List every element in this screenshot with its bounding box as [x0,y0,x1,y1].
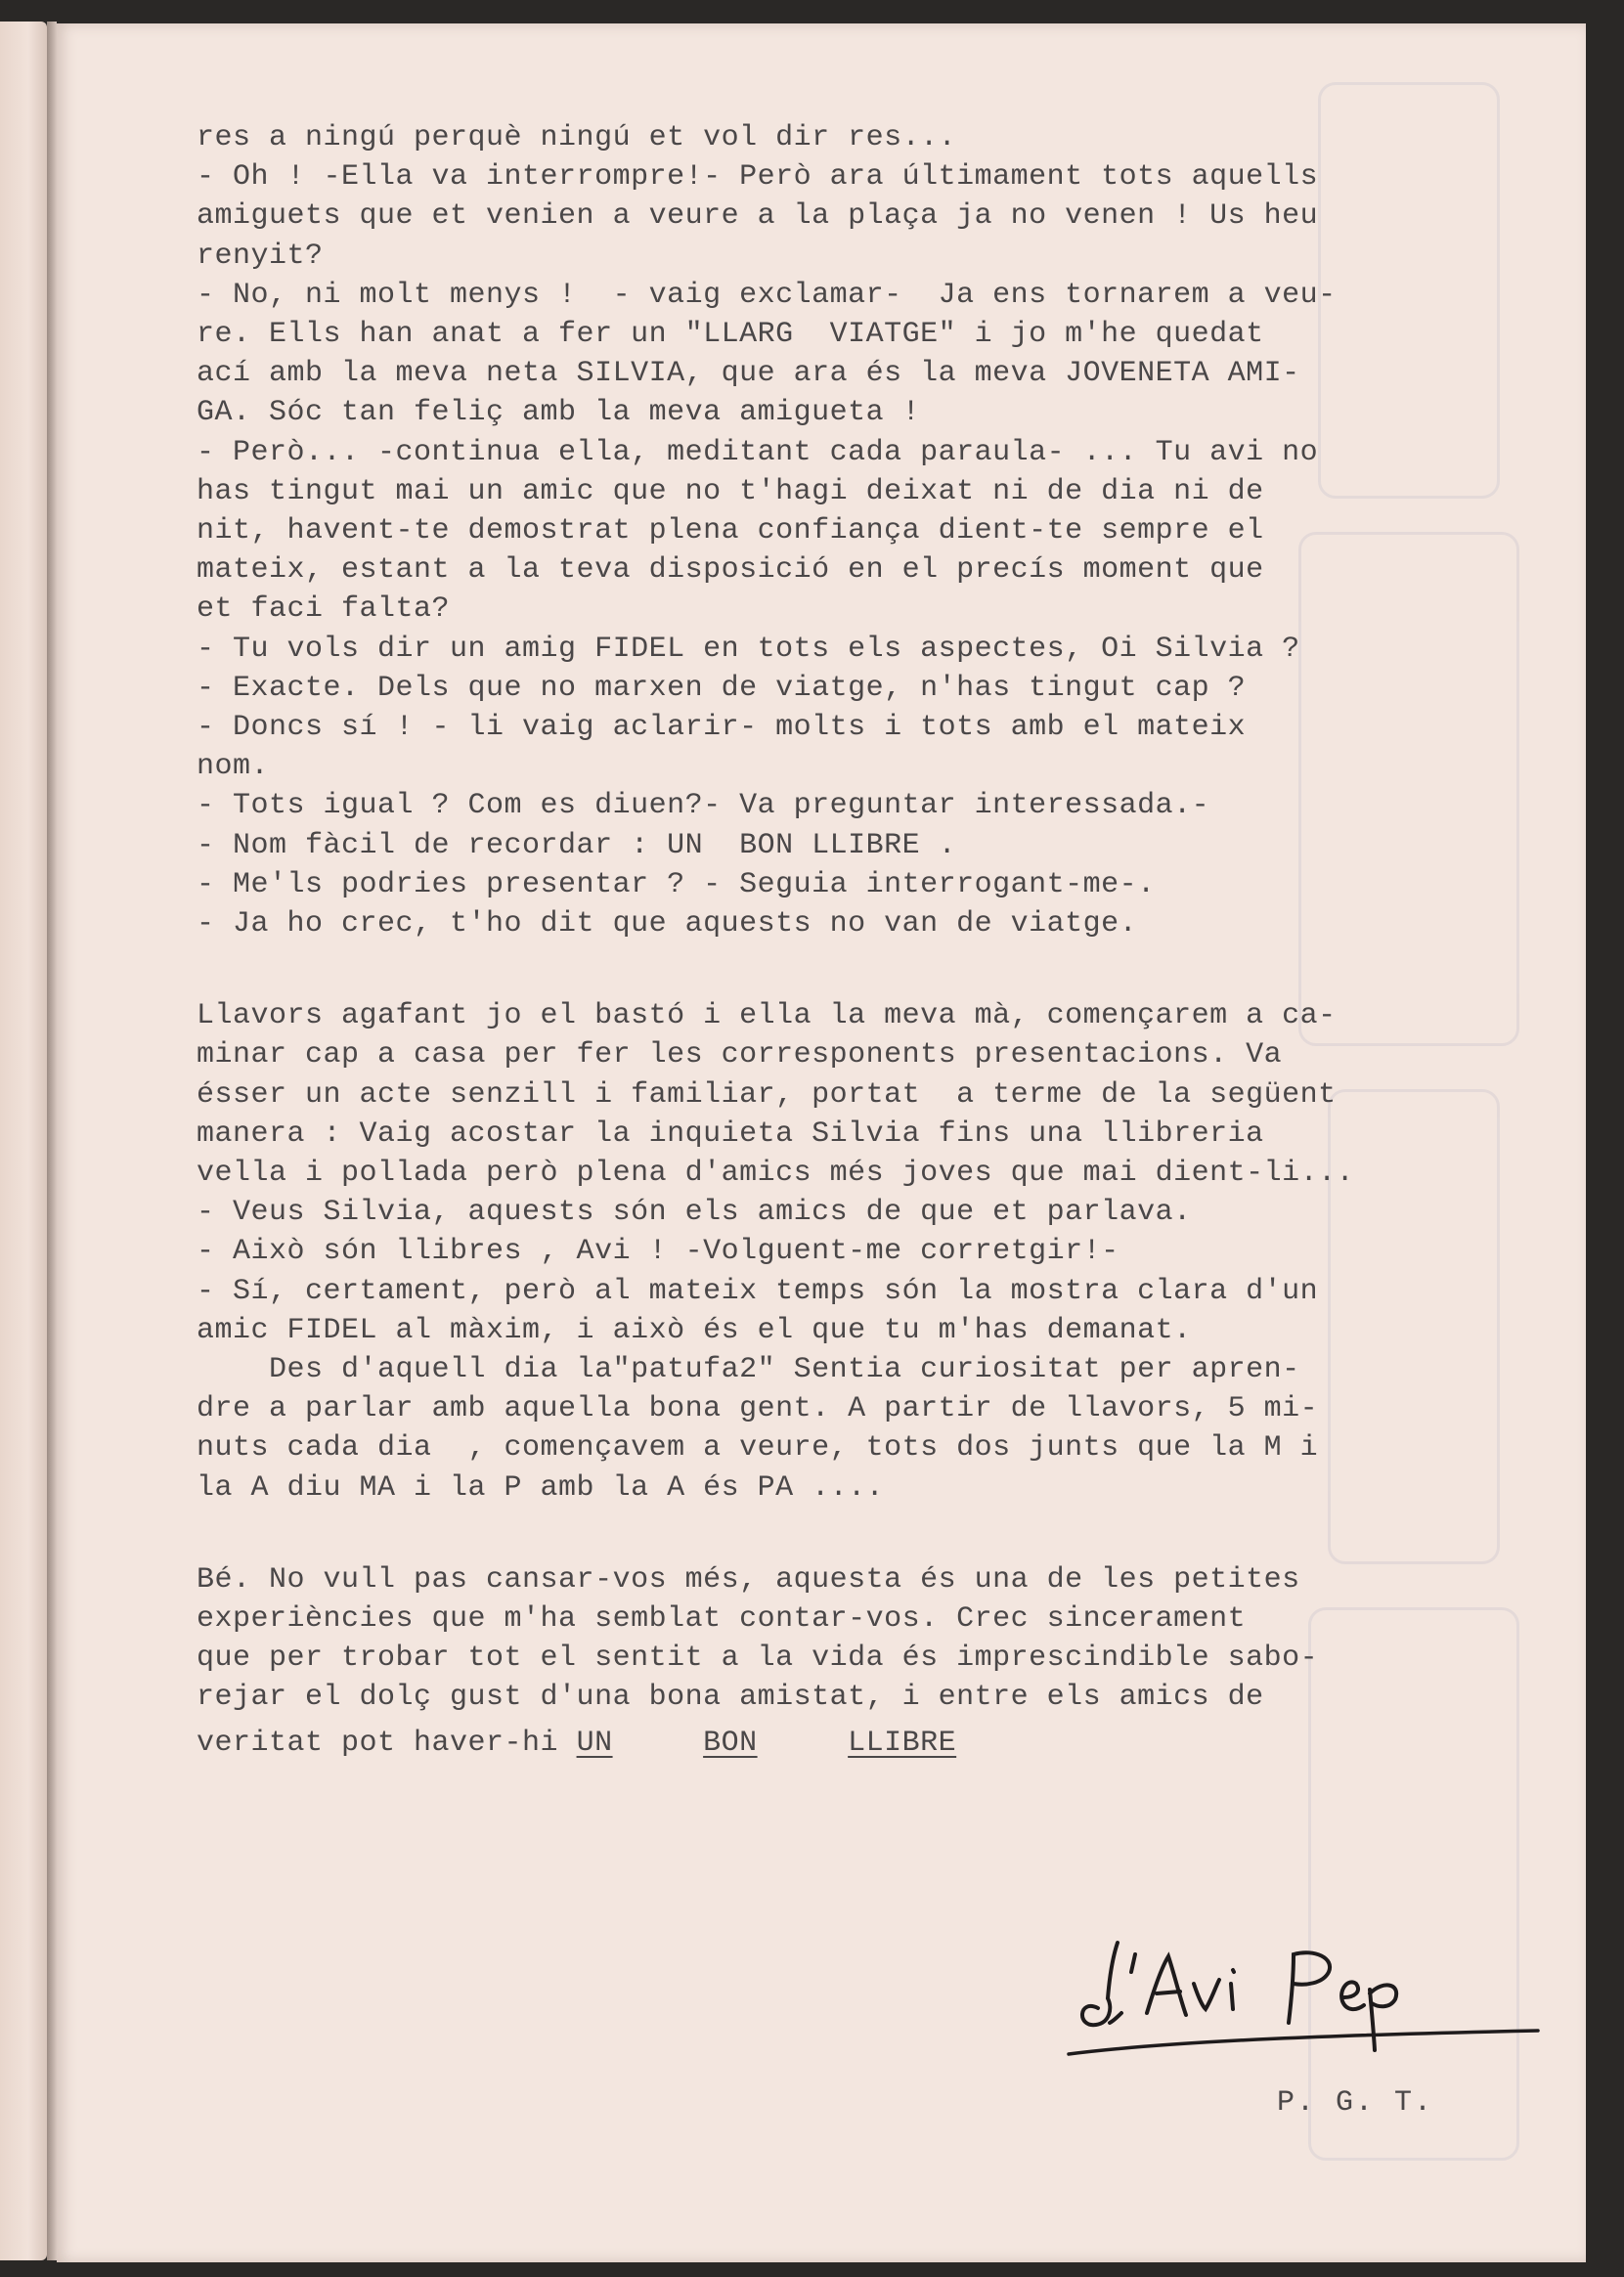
book-gutter [47,22,57,2260]
text-line: rejar el dolç gust d'una bona amistat, i entre els amics de [197,1681,1264,1715]
text-line: - Però... -continua ella, meditant cada paraula- ... Tu avi no [197,435,1319,469]
text-line: - Tots igual ? Com es diuen?- Va preguntar interessada.- [197,789,1210,823]
closing-word-un: UN [576,1726,613,1760]
text-line: vella i pollada però plena d'amics més joves que mai dient-li... [197,1157,1355,1190]
left-page-edge [0,22,47,2260]
text-line: - Oh ! -Ella va interrompre!- Però ara últimament tots aquells [197,160,1319,195]
text-line: - Sí, certament, però al mateix temps són la mostra clara d'un [197,1274,1319,1308]
text-line: amiguets que et venien a veure a la plaça ja no venen ! Us heu [197,199,1319,234]
spacer [758,1727,849,1760]
text-line: la A diu MA i la P amb la A és PA .... [197,1470,885,1505]
text-line: - Me'ls podries presentar ? - Seguia interrogant-me-. [197,867,1156,901]
spacer [613,1727,704,1760]
signature [1059,1915,1548,2062]
text-line: renyit? [197,239,324,273]
text-line: - Ja ho crec, t'ho dit que aquests no van de viatge. [197,907,1138,941]
text-line: - Tu vols dir un amig FIDEL en tots els aspectes, Oi Silvia ? [197,632,1300,666]
text-line: mateix, estant a la teva disposició en el precís moment que [197,553,1264,588]
text-line: experiències que m'ha semblat contar-vos. Crec sincerament [197,1602,1247,1636]
text-line: Llavors agafant jo el bastó i ella la meva mà, començarem a ca- [197,999,1337,1033]
text-line: ací amb la meva neta SILVIA, que ara és la meva JOVENETA AMI- [197,357,1300,391]
closing-line [197,1724,956,1763]
text-line: GA. Sóc tan feliç amb la meva amigueta ! [197,396,921,430]
text-line: - Exacte. Dels que no marxen de viatge, n'has tingut cap ? [197,671,1247,705]
text-line: nuts cada dia , començavem a veure, tots dos junts que la M i [197,1431,1319,1466]
text-line: - Això són llibres , Avi ! -Volguent-me corretgir!- [197,1235,1119,1269]
text-line: nom. [197,750,270,784]
text-line: amic FIDEL al màxim, i això és el que tu m'has demanat. [197,1313,1192,1347]
text-line: - Veus Silvia, aquests són els amics de que et parlava. [197,1196,1192,1230]
text-line: - Doncs sí ! - li vaig aclarir- molts i tots amb el mateix [197,711,1247,744]
text-line: nit, havent-te demostrat plena confiança dient-te sempre el [197,514,1264,547]
author-initials: P. G. T. [1277,2086,1434,2120]
show-through-pattern [1279,82,1572,2213]
text-line: Bé. No vull pas cansar-vos més, aquesta és una de les petites [197,1562,1300,1597]
text-line: manera : Vaig acostar la inquieta Silvia fins una llibreria [197,1117,1264,1151]
text-line: Des d'aquell dia la"patufa2" Sentia curiositat per apren- [197,1353,1300,1386]
text-line: dre a parlar amb aquella bona gent. A partir de llavors, 5 mi- [197,1392,1319,1426]
document-page [57,23,1586,2262]
text-line: res a ningú perquè ningú et vol dir res... [197,121,957,154]
text-line: has tingut mai un amic que no t'hagi deixat ni de dia ni de [197,474,1264,508]
text-line: - Nom fàcil de recordar : UN BON LLIBRE . [197,828,957,862]
text-line: minar cap a casa per fer les corresponents presentacions. Va [197,1038,1283,1073]
text-line: que per trobar tot el sentit a la vida és imprescindible sabo- [197,1642,1319,1676]
closing-prefix: veritat pot haver-hi [197,1726,577,1760]
text-line: ésser un acte senzill i familiar, portat a terme de la següent [197,1077,1337,1112]
closing-word-bon: BON [703,1726,758,1760]
text-line: re. Ells han anat a fer un "LLARG VIATGE" i jo m'he quedat [197,318,1264,351]
text-line: - No, ni molt menys ! - vaig exclamar- Ja ens tornarem a veu- [197,278,1337,312]
closing-word-llibre: LLIBRE [848,1726,957,1760]
text-line: et faci falta? [197,592,451,627]
